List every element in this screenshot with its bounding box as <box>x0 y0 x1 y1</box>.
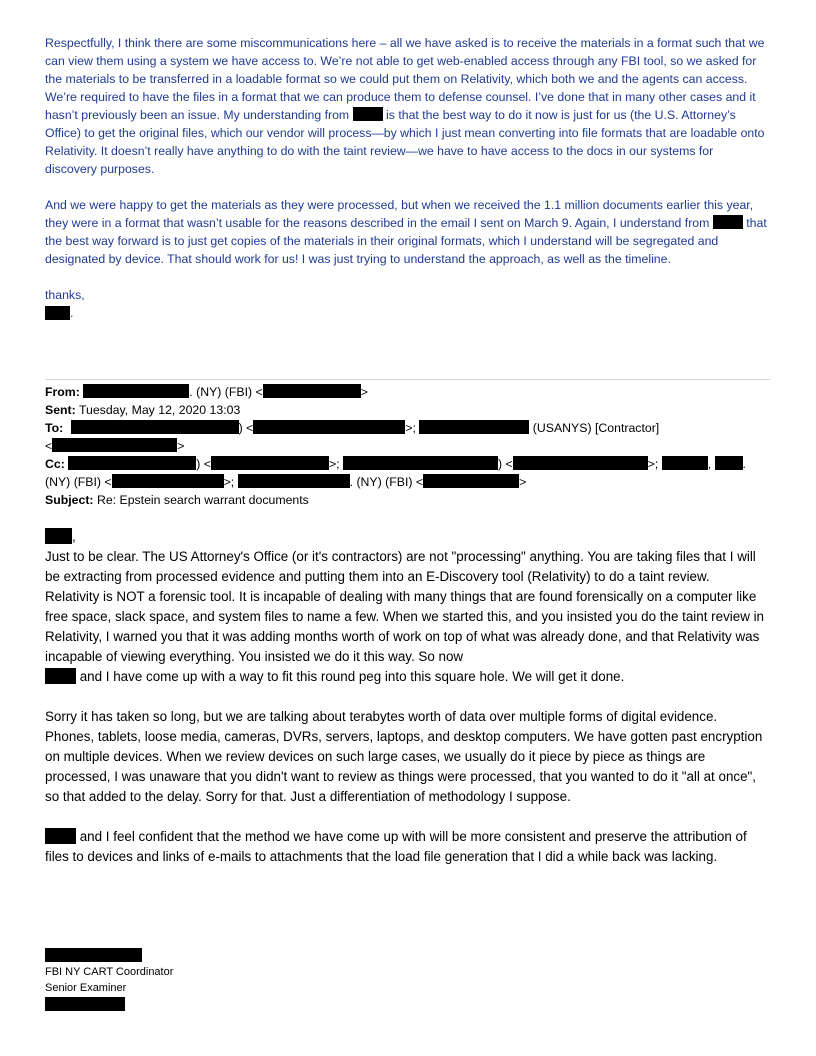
reply-message <box>45 34 767 322</box>
redaction <box>71 420 239 434</box>
redaction <box>715 456 743 470</box>
reply-paragraph-2: And we were happy to get the materials as they were processed, but when we received the 1.1 million documents earlier this year, they were in a format that wasn’t usable for the reasons described in the email I sent on March 9. Again, I understand from that the best way forward is to just get copies of the materials in their original formats, which I understand will be segregated and designated by device. That should work for us! I was just trying to understand the approach, as well as the timeline. <box>45 198 767 266</box>
redaction <box>211 456 329 470</box>
redaction <box>263 384 361 398</box>
redaction <box>343 456 498 470</box>
email-document <box>45 34 767 322</box>
redaction <box>112 474 224 488</box>
body-paragraph-1a: Just to be clear. The US Attorney's Office (or it's contractors) are not "processing" anything. You are taking files that I will be extracting from processed evidence and putting them into an E-Discovery tool (Relativity) to do a taint review. <box>45 549 756 584</box>
redaction <box>45 997 125 1011</box>
redaction <box>419 420 529 434</box>
body-paragraph-1b: Relativity is NOT a forensic tool. It is incapable of dealing with many things that are found forensically on a computer like free space, slack space, and system files to name a few. When we started this, and you insisted you do the taint review in Relativity, I warned you that it was adding months worth of work on top of what was already done, and that Relativity was incapable of viewing everything. You insisted we do it this way. So now and I have come up with a way to fit this round peg into this square hole. We will get it done. <box>45 589 765 684</box>
cc-row: Cc: ) < >; ) < >; , . <box>45 457 746 471</box>
redaction <box>253 420 405 434</box>
body-paragraph-2: Sorry it has taken so long, but we are talking about terabytes worth of data over multiple forms of digital evidence. Phones, tablets, loose media, cameras, DVRs, servers, laptops, and desktop computers. We have gotten past encryption on multiple devices. When we review devices on such large cases, we usually do it piece by piece as things are processed, I was unaware that you didn't want to review as things were processed, that you wanted to do it "all at once", so that added to the delay. Sorry for that. Just a differentiation of methodology I suppose. <box>45 709 763 804</box>
redaction <box>83 384 189 398</box>
email-body <box>45 527 767 887</box>
redaction <box>238 474 350 488</box>
redaction <box>52 438 177 452</box>
redaction <box>68 456 196 470</box>
salutation: , <box>45 527 767 547</box>
redaction <box>662 456 708 470</box>
signature-block <box>45 948 173 1013</box>
reply-signer: . <box>45 304 767 322</box>
body-paragraph-3: and I feel confident that the method we have come up with will be more consistent and preserve the attribution of files to devices and links of e-mails to attachments that the load file generation that I did a while back was lacking. <box>45 829 747 864</box>
signature-title: FBI NY CART Coordinator <box>45 966 174 978</box>
reply-closing: thanks, <box>45 288 85 302</box>
to-row-cont: < > <box>45 439 185 453</box>
redaction <box>45 828 76 844</box>
to-row: To: ) < >; (USANYS) [Contractor] <box>45 421 660 435</box>
sent-row: Sent: Tuesday, May 12, 2020 13:03 <box>45 403 241 417</box>
header-divider <box>45 379 770 380</box>
cc-row-cont: (NY) (FBI) < >; . (NY) (FBI) < > <box>45 475 527 489</box>
redaction <box>713 215 743 229</box>
reply-paragraph-1: Respectfully, I think there are some miscommunications here – all we have asked is to receive the materials in a format such that we can view them using a system we have access to. We’re not able to get web-enabled access through any FBI tool, so we asked for the materials to be transferred in a loadable format so we could put them on Relativity, which both we and the agents can access. We’re required to have the files in a format that we can produce them to defense counsel. I’ve done that in many other cases and it hasn’t previously been an issue. My understanding from is that the best way to do it now is just for us (the U.S. Attorney’s Office) to get the original files, which our vendor will process—by which I just mean converting into file formats that are loadable onto Relativity. It doesn’t really have anything to do with the taint review—we have to have access to the docs in our systems for discovery purposes. <box>45 36 765 176</box>
redaction <box>353 107 383 121</box>
subject-row: Subject: Re: Epstein search warrant documents <box>45 493 309 507</box>
redaction <box>45 668 76 684</box>
redaction <box>45 528 72 544</box>
redaction <box>45 306 70 320</box>
signature-role: Senior Examiner <box>45 982 127 994</box>
redaction <box>45 948 142 962</box>
redaction <box>423 474 519 488</box>
redaction <box>513 456 648 470</box>
from-row: From: . (NY) (FBI) < > <box>45 385 368 399</box>
email-header <box>45 383 770 509</box>
